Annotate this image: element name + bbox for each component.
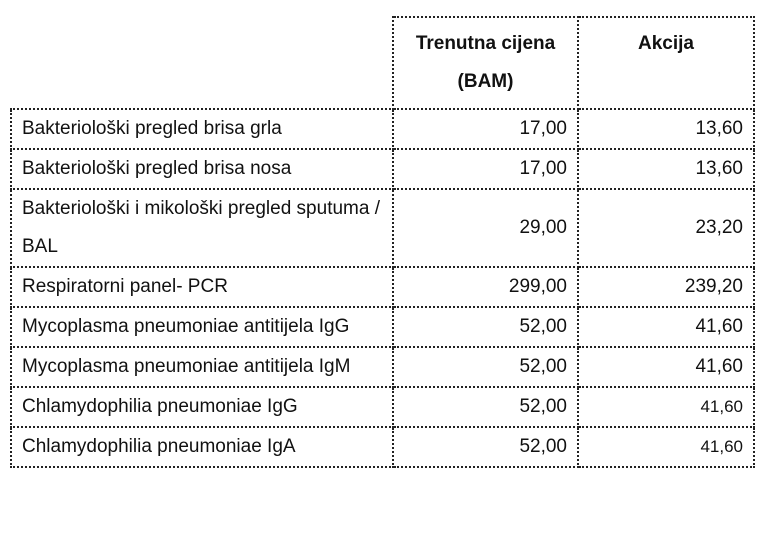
table-row (11, 149, 754, 189)
header-row (11, 17, 754, 109)
current-price: 29,00 (393, 189, 578, 267)
service-name: Mycoplasma pneumoniae antitijela IgG (11, 307, 393, 347)
current-price: 52,00 (393, 427, 578, 467)
service-name: Mycoplasma pneumoniae antitijela IgM (11, 347, 393, 387)
price-table (10, 16, 755, 468)
current-price: 52,00 (393, 307, 578, 347)
service-name: Chlamydophilia pneumoniae IgA (11, 427, 393, 467)
service-name: Respiratorni panel- PCR (11, 267, 393, 307)
service-name: Bakteriološki pregled brisa grla (11, 109, 393, 149)
sale-price: 239,20 (578, 267, 754, 307)
header-empty (11, 17, 393, 109)
sale-price: 13,60 (578, 109, 754, 149)
table-row (11, 189, 754, 267)
table-row (11, 267, 754, 307)
service-name: Bakteriološki pregled brisa nosa (11, 149, 393, 189)
current-price: 52,00 (393, 347, 578, 387)
current-price: 17,00 (393, 109, 578, 149)
table-row (11, 427, 754, 467)
header-sale: Akcija (578, 17, 754, 109)
sale-price: 13,60 (578, 149, 754, 189)
table-row (11, 387, 754, 427)
table-row (11, 347, 754, 387)
sale-price: 41,60 (578, 347, 754, 387)
table-row (11, 109, 754, 149)
service-name: Chlamydophilia pneumoniae IgG (11, 387, 393, 427)
header-current-price: Trenutna cijena (BAM) (393, 17, 578, 109)
service-name: Bakteriološki i mikološki pregled sputuma / BAL (11, 189, 393, 267)
table-row (11, 307, 754, 347)
current-price: 17,00 (393, 149, 578, 189)
sale-price: 41,60 (578, 387, 754, 427)
sale-price: 23,20 (578, 189, 754, 267)
sale-price: 41,60 (578, 427, 754, 467)
sale-price: 41,60 (578, 307, 754, 347)
current-price: 299,00 (393, 267, 578, 307)
current-price: 52,00 (393, 387, 578, 427)
